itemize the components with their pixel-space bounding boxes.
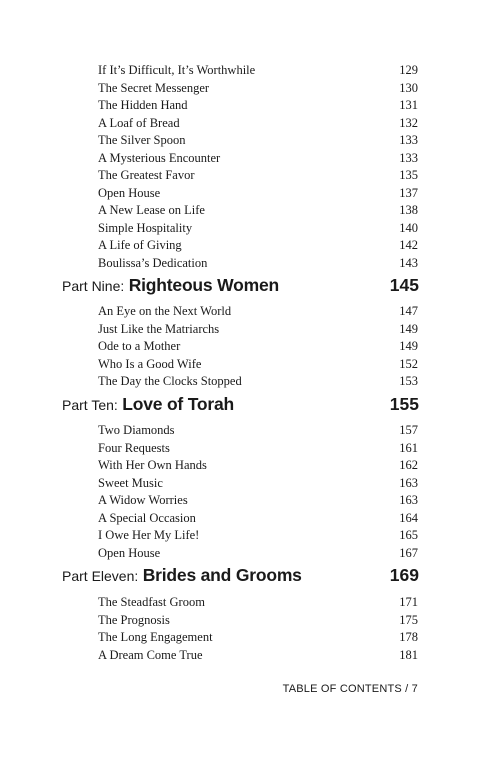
entry-title: The Greatest Favor [98,168,195,182]
entry-page: 129 [399,63,418,77]
toc-entry [98,132,418,148]
entry-title: An Eye on the Next World [98,304,232,318]
entry-title: If It’s Difficult, It’s Worthwhile [98,63,256,77]
entry-title: The Secret Messenger [98,80,210,95]
entry-title: With Her Own Hands [98,458,207,472]
entry-page: 131 [399,98,418,112]
entry-page: 149 [399,321,418,336]
toc-entry [98,237,418,253]
toc-entry [98,440,418,456]
entry-page: 149 [399,339,418,353]
toc-entry [98,115,418,131]
toc-entry [98,321,418,337]
toc-entry [98,62,418,78]
entry-title: A Loaf of Bread [98,115,180,130]
toc-entry [98,202,418,218]
entry-title: A Widow Worries [98,493,188,507]
entry-title: The Day the Clocks Stopped [98,374,242,388]
entry-page: 153 [399,374,418,388]
entry-title: Sweet Music [98,475,163,490]
entry-page: 133 [399,133,418,147]
entry-page: 137 [399,185,418,200]
entry-title: The Long Engagement [98,630,213,644]
toc-entry [98,373,418,389]
toc-entry [98,422,418,438]
entry-page: 175 [399,612,418,627]
entry-title: A Mysterious Encounter [98,150,221,165]
entry-title: Just Like the Matriarchs [98,321,220,336]
part-heading-nine [62,275,419,299]
toc-entry [98,594,418,610]
entry-page: 178 [399,630,418,644]
entry-page: 142 [399,238,418,252]
entry-page: 171 [399,595,418,609]
toc-entry [98,303,418,319]
toc-entry [98,475,418,491]
entry-page: 181 [399,647,418,662]
part-name: Brides and Grooms [142,565,302,585]
toc-entry [98,185,418,201]
entry-page: 138 [399,203,418,217]
entry-title: A New Lease on Life [98,203,205,217]
part-title [62,275,279,296]
entry-title: Simple Hospitality [98,220,193,235]
entry-title: The Steadfast Groom [98,595,205,609]
entry-page: 163 [399,475,418,490]
entry-title: A Dream Come True [98,647,203,662]
part-heading-eleven [62,565,419,589]
entry-page: 162 [399,458,418,472]
toc-entry [98,255,418,271]
part-page: 145 [389,275,419,295]
toc-entry [98,492,418,508]
entry-title: Open House [98,545,161,560]
part-label: Part Ten: [62,397,118,413]
toc-entry [98,338,418,354]
toc-entry [98,97,418,113]
entry-title: The Hidden Hand [98,98,188,112]
toc-entry [98,356,418,372]
part-heading-ten [62,394,419,418]
entry-page: 140 [399,220,418,235]
entry-title: A Special Occasion [98,510,196,525]
toc-entry [98,80,418,96]
entry-title: Open House [98,185,161,200]
entry-title: A Life of Giving [98,238,182,252]
entry-page: 135 [399,168,418,182]
entry-page: 167 [399,545,418,560]
entry-title: Two Diamonds [98,423,175,437]
part-name: Love of Torah [122,394,235,414]
entry-title: The Prognosis [98,612,170,627]
entry-page: 164 [399,510,418,525]
entry-title: Four Requests [98,440,170,455]
entry-title: Ode to a Mother [98,339,181,353]
part-title [62,565,302,586]
toc-entry [98,527,418,543]
toc-entry [98,220,418,236]
running-footer: TABLE OF CONTENTS / 7 [282,683,418,695]
entry-page: 133 [399,150,418,165]
part-label: Part Eleven: [62,568,139,584]
toc-entry [98,647,418,663]
entry-page: 130 [399,80,418,95]
entry-title: Who Is a Good Wife [98,356,202,371]
part-name: Righteous Women [128,275,279,295]
toc-entry [98,167,418,183]
toc-entry [98,629,418,645]
toc-entry [98,457,418,473]
entry-title: Boulissa’s Dedication [98,255,208,270]
entry-page: 161 [399,440,418,455]
entry-page: 132 [399,115,418,130]
toc-entry [98,545,418,561]
entry-page: 147 [399,304,418,318]
part-title [62,394,234,415]
entry-page: 143 [399,255,418,270]
part-page: 155 [389,394,419,414]
entry-page: 165 [399,528,418,542]
toc-entry [98,510,418,526]
part-page: 169 [389,565,419,585]
entry-page: 157 [399,423,418,437]
entry-page: 152 [399,356,418,371]
entry-title: The Silver Spoon [98,133,186,147]
entry-title: I Owe Her My Life! [98,528,200,542]
toc-entry [98,150,418,166]
part-label: Part Nine: [62,278,125,294]
entry-page: 163 [399,493,418,507]
toc-entry [98,612,418,628]
